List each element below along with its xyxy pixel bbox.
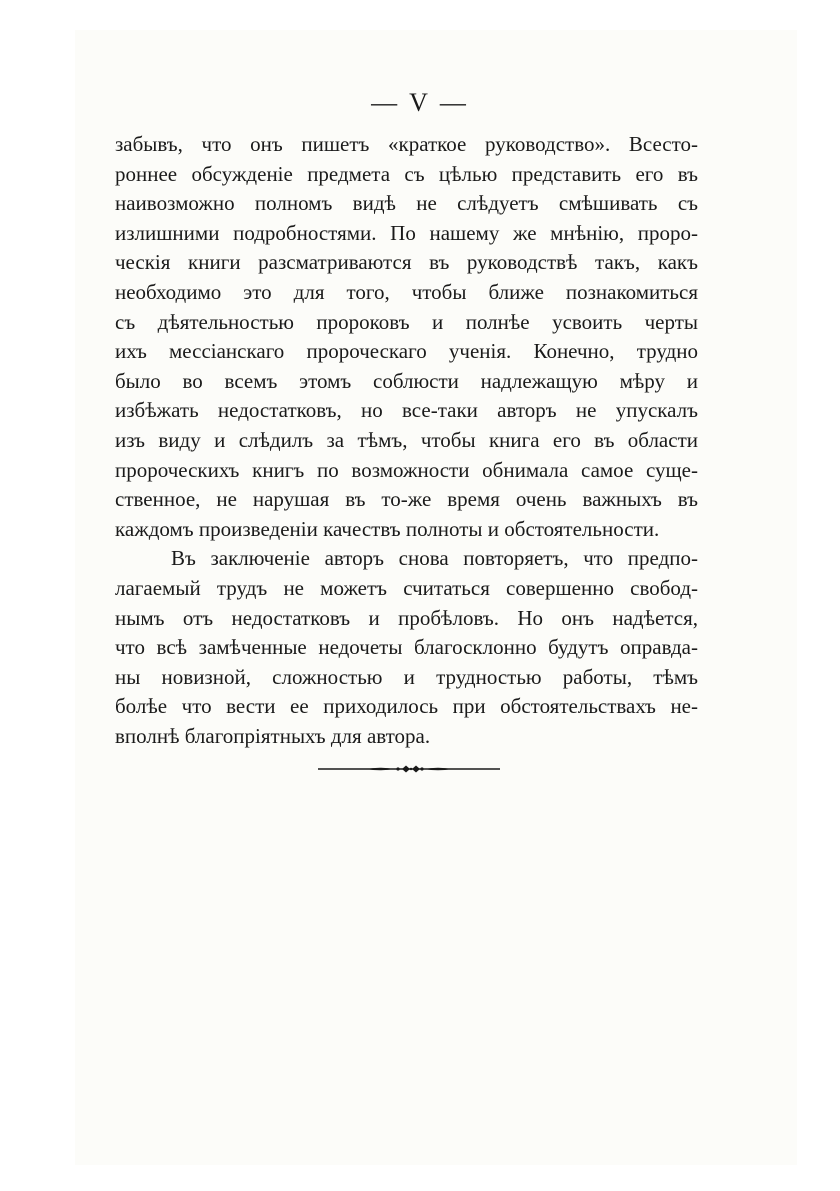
text-line: болѣе что вести ее приходилось при обстоятельствахъ не-: [115, 694, 698, 719]
text-line: ческія книги разсматриваются въ руководствѣ такъ, какъ: [115, 250, 698, 275]
text-line: излишними подробностями. По нашему же мнѣнію, проро-: [115, 220, 698, 245]
text-line: каждомъ произведеніи качествъ полноты и обстоятельности.: [115, 516, 660, 541]
text-line: изъ виду и слѣдилъ за тѣмъ, чтобы книга его въ области: [115, 427, 698, 452]
paragraph-start-line: Въ заключеніе авторъ снова повторяетъ, что предпо-: [171, 546, 698, 571]
text-line: пророческихъ книгъ по возможности обнимала самое суще-: [115, 457, 698, 482]
text-line: избѣжать недостатковъ, но все-таки авторъ не упускалъ: [115, 398, 698, 423]
text-line: вполнѣ благопріятныхъ для автора.: [115, 723, 431, 748]
text-line: наивозможно полномъ видѣ не слѣдуетъ смѣшивать съ: [115, 191, 698, 216]
ornamental-divider-icon: [318, 760, 500, 778]
text-line: лагаемый трудъ не можетъ считаться совершенно свобод-: [115, 575, 698, 600]
text-line: что всѣ замѣченные недочеты благосклонно будутъ оправда-: [115, 635, 698, 660]
text-line: ихъ мессіанскаго пророческаго ученія. Конечно, трудно: [115, 339, 698, 364]
text-line: было во всемъ этомъ соблюсти надлежащую мѣру и: [115, 368, 698, 393]
text-line: роннее обсужденіе предмета съ цѣлью представить его въ: [115, 161, 698, 186]
body-text: [115, 130, 698, 751]
text-line: ственное, не нарушая въ то-же время очень важныхъ въ: [115, 487, 698, 512]
text-line: ны новизной, сложностью и трудностью работы, тѣмъ: [115, 664, 698, 689]
text-line: съ дѣятельностью пророковъ и полнѣе усвоить черты: [115, 309, 698, 334]
text-line: нымъ отъ недостатковъ и пробѣловъ. Но онъ надѣется,: [115, 605, 698, 630]
text-line: забывъ, что онъ пишетъ «краткое руководство». Всесто-: [115, 132, 698, 156]
page-number: — V —: [371, 88, 469, 117]
text-line: необходимо это для того, чтобы ближе познакомиться: [115, 279, 698, 304]
